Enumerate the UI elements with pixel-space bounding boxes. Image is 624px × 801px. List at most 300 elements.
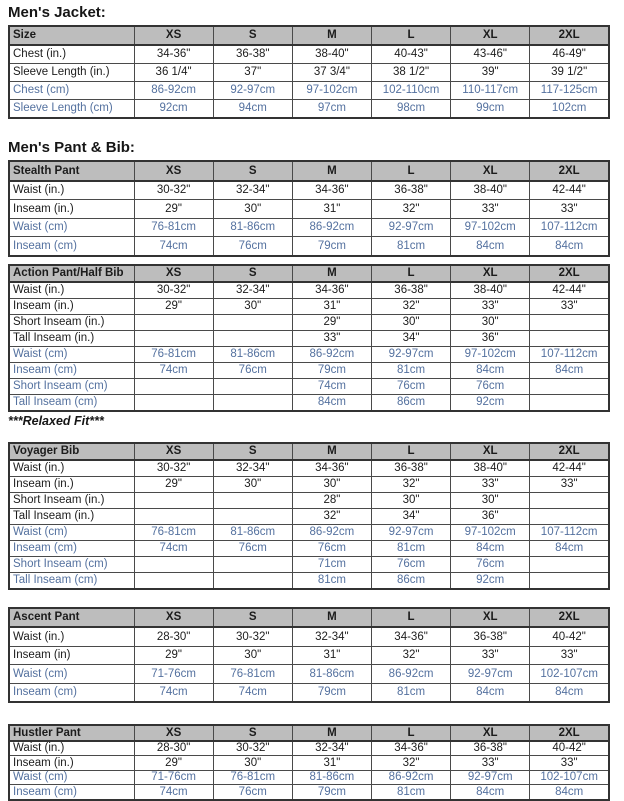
value-cell: 102-107cm xyxy=(530,665,609,684)
row-label: Waist (cm) xyxy=(9,524,134,540)
row-label: Inseam (in.) xyxy=(9,200,134,219)
row-label: Waist (cm) xyxy=(9,218,134,237)
value-cell: 30" xyxy=(213,646,292,665)
row-label: Inseam (in.) xyxy=(9,298,134,314)
value-cell: 74cm xyxy=(134,237,213,256)
value-cell: 107-112cm xyxy=(530,218,609,237)
table-row xyxy=(9,460,609,477)
value-cell: 76-81cm xyxy=(213,665,292,684)
value-cell: 31" xyxy=(292,646,371,665)
size-column-header: 2XL xyxy=(530,161,609,181)
value-cell: 76cm xyxy=(371,556,450,572)
value-cell: 40-42" xyxy=(530,627,609,646)
header-row xyxy=(9,26,609,45)
row-label: Inseam (in.) xyxy=(9,476,134,492)
table-row xyxy=(9,741,609,756)
value-cell: 33" xyxy=(530,298,609,314)
action-pant-half-bib-size-table xyxy=(8,264,610,412)
value-cell: 76-81cm xyxy=(134,524,213,540)
value-cell: 102-107cm xyxy=(530,770,609,785)
value-cell xyxy=(134,378,213,394)
value-cell: 33" xyxy=(530,200,609,219)
row-label: Short Inseam (in.) xyxy=(9,314,134,330)
value-cell: 76cm xyxy=(213,785,292,800)
table-row xyxy=(9,362,609,378)
row-label: Short Inseam (cm) xyxy=(9,556,134,572)
value-cell: 92-97cm xyxy=(371,524,450,540)
table-name-cell: Action Pant/Half Bib xyxy=(9,265,134,282)
value-cell: 92cm xyxy=(451,394,530,411)
value-cell: 86-92cm xyxy=(371,770,450,785)
value-cell: 79cm xyxy=(292,237,371,256)
table-row xyxy=(9,181,609,200)
value-cell: 40-43" xyxy=(371,45,450,64)
row-label: Tall Inseam (cm) xyxy=(9,394,134,411)
row-label: Short Inseam (cm) xyxy=(9,378,134,394)
value-cell: 30" xyxy=(213,200,292,219)
size-column-header: M xyxy=(292,443,371,460)
size-column-header: L xyxy=(371,725,450,741)
row-label: Waist (in.) xyxy=(9,627,134,646)
value-cell: 76-81cm xyxy=(213,770,292,785)
value-cell: 76cm xyxy=(292,540,371,556)
table-row xyxy=(9,82,609,100)
value-cell: 32-34" xyxy=(213,460,292,477)
value-cell: 38 1/2" xyxy=(371,64,450,82)
value-cell: 76cm xyxy=(371,378,450,394)
table-name-cell: Ascent Pant xyxy=(9,608,134,628)
value-cell: 76cm xyxy=(213,237,292,256)
value-cell xyxy=(134,330,213,346)
value-cell: 34-36" xyxy=(134,45,213,64)
value-cell: 81cm xyxy=(371,785,450,800)
value-cell: 32-34" xyxy=(213,181,292,200)
value-cell: 29" xyxy=(134,756,213,771)
value-cell: 30" xyxy=(213,476,292,492)
table-row xyxy=(9,314,609,330)
size-column-header: XL xyxy=(451,608,530,628)
value-cell: 31" xyxy=(292,200,371,219)
size-column-header: S xyxy=(213,608,292,628)
value-cell: 34-36" xyxy=(371,741,450,756)
table-row xyxy=(9,785,609,800)
value-cell: 81-86cm xyxy=(213,524,292,540)
row-label: Inseam (in) xyxy=(9,646,134,665)
value-cell: 71cm xyxy=(292,556,371,572)
size-column-header: XS xyxy=(134,161,213,181)
row-label: Inseam (cm) xyxy=(9,683,134,702)
table-row xyxy=(9,45,609,64)
row-label: Waist (in.) xyxy=(9,741,134,756)
value-cell xyxy=(213,572,292,589)
table-name-cell: Stealth Pant xyxy=(9,161,134,181)
value-cell: 79cm xyxy=(292,362,371,378)
value-cell: 86-92cm xyxy=(292,218,371,237)
value-cell: 33" xyxy=(530,646,609,665)
table-row xyxy=(9,683,609,702)
value-cell: 30-32" xyxy=(134,460,213,477)
value-cell: 32" xyxy=(371,200,450,219)
value-cell: 92-97cm xyxy=(213,82,292,100)
header-row xyxy=(9,608,609,628)
value-cell: 81cm xyxy=(371,362,450,378)
table-row xyxy=(9,64,609,82)
value-cell xyxy=(530,314,609,330)
size-column-header: 2XL xyxy=(530,265,609,282)
value-cell: 84cm xyxy=(451,540,530,556)
value-cell: 32" xyxy=(371,298,450,314)
value-cell: 33" xyxy=(530,756,609,771)
value-cell: 84cm xyxy=(530,362,609,378)
value-cell: 84cm xyxy=(530,237,609,256)
table-row xyxy=(9,572,609,589)
value-cell xyxy=(134,394,213,411)
size-column-header: 2XL xyxy=(530,608,609,628)
hustler-pant-size-table xyxy=(8,724,610,801)
size-column-header: S xyxy=(213,265,292,282)
value-cell: 86-92cm xyxy=(134,82,213,100)
table-row xyxy=(9,476,609,492)
value-cell xyxy=(213,378,292,394)
value-cell: 28-30" xyxy=(134,627,213,646)
value-cell xyxy=(213,314,292,330)
row-label: Tall Inseam (in.) xyxy=(9,508,134,524)
value-cell: 92-97cm xyxy=(371,346,450,362)
value-cell: 81-86cm xyxy=(213,218,292,237)
value-cell: 74cm xyxy=(134,785,213,800)
value-cell: 28" xyxy=(292,492,371,508)
value-cell: 30" xyxy=(451,492,530,508)
value-cell: 74cm xyxy=(213,683,292,702)
value-cell: 97-102cm xyxy=(292,82,371,100)
value-cell: 40-42" xyxy=(530,741,609,756)
value-cell: 43-46" xyxy=(451,45,530,64)
value-cell: 79cm xyxy=(292,785,371,800)
value-cell xyxy=(134,314,213,330)
value-cell: 34-36" xyxy=(292,181,371,200)
row-label: Inseam (cm) xyxy=(9,540,134,556)
value-cell: 36" xyxy=(451,508,530,524)
row-label: Waist (in.) xyxy=(9,181,134,200)
value-cell: 92cm xyxy=(134,100,213,119)
value-cell xyxy=(134,492,213,508)
value-cell: 97-102cm xyxy=(451,524,530,540)
value-cell: 97-102cm xyxy=(451,218,530,237)
value-cell xyxy=(530,492,609,508)
size-column-header: L xyxy=(371,608,450,628)
value-cell: 38-40" xyxy=(451,282,530,299)
value-cell xyxy=(530,330,609,346)
value-cell: 42-44" xyxy=(530,282,609,299)
size-column-header: M xyxy=(292,265,371,282)
table-name-cell: Voyager Bib xyxy=(9,443,134,460)
value-cell: 31" xyxy=(292,298,371,314)
value-cell: 76cm xyxy=(451,556,530,572)
value-cell: 30" xyxy=(371,492,450,508)
row-label: Inseam (in.) xyxy=(9,756,134,771)
table-row xyxy=(9,330,609,346)
size-column-header: XL xyxy=(451,26,530,45)
value-cell: 76cm xyxy=(213,540,292,556)
value-cell: 32" xyxy=(292,508,371,524)
value-cell: 99cm xyxy=(451,100,530,119)
size-column-header: 2XL xyxy=(530,26,609,45)
value-cell: 31" xyxy=(292,756,371,771)
value-cell: 81-86cm xyxy=(213,346,292,362)
size-column-header: XL xyxy=(451,725,530,741)
size-column-header: 2XL xyxy=(530,725,609,741)
value-cell: 30-32" xyxy=(213,741,292,756)
table-row xyxy=(9,200,609,219)
value-cell: 38-40" xyxy=(292,45,371,64)
value-cell: 94cm xyxy=(213,100,292,119)
value-cell: 33" xyxy=(451,476,530,492)
value-cell: 92-97cm xyxy=(371,218,450,237)
value-cell: 71-76cm xyxy=(134,665,213,684)
value-cell: 84cm xyxy=(451,683,530,702)
row-label: Waist (cm) xyxy=(9,346,134,362)
size-column-header: XL xyxy=(451,265,530,282)
table-row xyxy=(9,282,609,299)
table-row xyxy=(9,378,609,394)
value-cell: 33" xyxy=(292,330,371,346)
value-cell: 86-92cm xyxy=(292,346,371,362)
table-row xyxy=(9,346,609,362)
size-column-header: L xyxy=(371,161,450,181)
table-row xyxy=(9,100,609,119)
row-label: Chest (in.) xyxy=(9,45,134,64)
section-title-mens-pant-bib: Men's Pant & Bib: xyxy=(8,139,135,156)
value-cell: 38-40" xyxy=(451,460,530,477)
value-cell: 33" xyxy=(451,646,530,665)
value-cell: 117-125cm xyxy=(530,82,609,100)
value-cell xyxy=(213,394,292,411)
value-cell: 32" xyxy=(371,476,450,492)
size-column-header: XS xyxy=(134,265,213,282)
value-cell: 28-30" xyxy=(134,741,213,756)
value-cell: 34" xyxy=(371,330,450,346)
header-row xyxy=(9,265,609,282)
value-cell: 107-112cm xyxy=(530,524,609,540)
value-cell: 76cm xyxy=(451,378,530,394)
row-label: Waist (cm) xyxy=(9,770,134,785)
table-row xyxy=(9,218,609,237)
value-cell xyxy=(530,556,609,572)
value-cell: 84cm xyxy=(530,540,609,556)
value-cell: 84cm xyxy=(451,362,530,378)
relaxed-fit-note: ***Relaxed Fit*** xyxy=(8,413,104,428)
value-cell: 86-92cm xyxy=(292,524,371,540)
value-cell: 30" xyxy=(371,314,450,330)
size-column-header: L xyxy=(371,265,450,282)
value-cell: 42-44" xyxy=(530,181,609,200)
value-cell: 92cm xyxy=(451,572,530,589)
value-cell: 76-81cm xyxy=(134,346,213,362)
size-column-header: XS xyxy=(134,608,213,628)
size-column-header: M xyxy=(292,26,371,45)
value-cell: 32" xyxy=(371,646,450,665)
value-cell: 29" xyxy=(134,200,213,219)
value-cell: 33" xyxy=(451,200,530,219)
value-cell xyxy=(134,556,213,572)
value-cell: 30" xyxy=(213,756,292,771)
size-column-header: XL xyxy=(451,161,530,181)
value-cell: 86cm xyxy=(371,572,450,589)
value-cell: 36" xyxy=(451,330,530,346)
row-label: Inseam (cm) xyxy=(9,362,134,378)
value-cell: 76-81cm xyxy=(134,218,213,237)
value-cell: 30-32" xyxy=(134,282,213,299)
value-cell: 42-44" xyxy=(530,460,609,477)
value-cell: 107-112cm xyxy=(530,346,609,362)
row-label: Sleeve Length (in.) xyxy=(9,64,134,82)
table-row xyxy=(9,540,609,556)
value-cell: 30" xyxy=(213,298,292,314)
header-row xyxy=(9,443,609,460)
table-row xyxy=(9,665,609,684)
value-cell: 36 1/4" xyxy=(134,64,213,82)
value-cell: 84cm xyxy=(530,683,609,702)
value-cell: 98cm xyxy=(371,100,450,119)
value-cell: 102cm xyxy=(530,100,609,119)
value-cell: 36-38" xyxy=(451,741,530,756)
voyager-bib-size-table xyxy=(8,442,610,590)
header-row xyxy=(9,725,609,741)
table-row xyxy=(9,394,609,411)
table-row xyxy=(9,756,609,771)
row-label: Inseam (cm) xyxy=(9,237,134,256)
value-cell xyxy=(530,572,609,589)
value-cell: 110-117cm xyxy=(451,82,530,100)
table-row xyxy=(9,237,609,256)
value-cell xyxy=(134,572,213,589)
table-name-cell: Size xyxy=(9,26,134,45)
value-cell xyxy=(213,508,292,524)
value-cell: 34" xyxy=(371,508,450,524)
size-column-header: S xyxy=(213,26,292,45)
size-column-header: XS xyxy=(134,443,213,460)
value-cell: 79cm xyxy=(292,683,371,702)
size-column-header: XS xyxy=(134,725,213,741)
value-cell: 37 3/4" xyxy=(292,64,371,82)
value-cell: 32-34" xyxy=(292,627,371,646)
value-cell xyxy=(530,378,609,394)
value-cell: 92-97cm xyxy=(451,665,530,684)
value-cell: 36-38" xyxy=(371,181,450,200)
mens-jacket-size-table xyxy=(8,25,610,119)
value-cell: 46-49" xyxy=(530,45,609,64)
value-cell: 32" xyxy=(371,756,450,771)
value-cell: 81cm xyxy=(371,237,450,256)
value-cell: 32-34" xyxy=(213,282,292,299)
value-cell: 30" xyxy=(451,314,530,330)
value-cell: 71-76cm xyxy=(134,770,213,785)
section-title-mens-jacket: Men's Jacket: xyxy=(8,4,106,21)
row-label: Inseam (cm) xyxy=(9,785,134,800)
row-label: Short Inseam (in.) xyxy=(9,492,134,508)
value-cell: 74cm xyxy=(134,362,213,378)
value-cell: 36-38" xyxy=(451,627,530,646)
size-column-header: L xyxy=(371,443,450,460)
size-column-header: S xyxy=(213,725,292,741)
value-cell: 33" xyxy=(451,298,530,314)
value-cell xyxy=(530,394,609,411)
value-cell: 29" xyxy=(134,646,213,665)
value-cell: 97-102cm xyxy=(451,346,530,362)
table-row xyxy=(9,298,609,314)
value-cell: 81-86cm xyxy=(292,770,371,785)
value-cell: 30-32" xyxy=(213,627,292,646)
value-cell: 81cm xyxy=(292,572,371,589)
value-cell: 34-36" xyxy=(292,460,371,477)
value-cell: 36-38" xyxy=(371,282,450,299)
row-label: Waist (in.) xyxy=(9,282,134,299)
value-cell: 81-86cm xyxy=(292,665,371,684)
value-cell: 92-97cm xyxy=(451,770,530,785)
value-cell: 81cm xyxy=(371,683,450,702)
value-cell xyxy=(213,556,292,572)
value-cell: 84cm xyxy=(530,785,609,800)
table-row xyxy=(9,627,609,646)
table-name-cell: Hustler Pant xyxy=(9,725,134,741)
size-column-header: S xyxy=(213,161,292,181)
value-cell: 33" xyxy=(530,476,609,492)
header-row xyxy=(9,161,609,181)
value-cell: 39 1/2" xyxy=(530,64,609,82)
value-cell: 86cm xyxy=(371,394,450,411)
value-cell: 34-36" xyxy=(371,627,450,646)
size-column-header: XL xyxy=(451,443,530,460)
size-column-header: M xyxy=(292,725,371,741)
value-cell: 86-92cm xyxy=(371,665,450,684)
table-row xyxy=(9,646,609,665)
table-row xyxy=(9,492,609,508)
value-cell: 84cm xyxy=(451,785,530,800)
value-cell: 29" xyxy=(134,476,213,492)
value-cell: 39" xyxy=(451,64,530,82)
size-column-header: M xyxy=(292,608,371,628)
value-cell: 29" xyxy=(292,314,371,330)
size-column-header: XS xyxy=(134,26,213,45)
value-cell xyxy=(213,492,292,508)
value-cell: 102-110cm xyxy=(371,82,450,100)
row-label: Tall Inseam (cm) xyxy=(9,572,134,589)
value-cell: 84cm xyxy=(451,237,530,256)
size-column-header: S xyxy=(213,443,292,460)
size-column-header: L xyxy=(371,26,450,45)
value-cell: 30-32" xyxy=(134,181,213,200)
size-column-header: M xyxy=(292,161,371,181)
value-cell: 74cm xyxy=(134,540,213,556)
table-row xyxy=(9,508,609,524)
value-cell: 38-40" xyxy=(451,181,530,200)
value-cell: 30" xyxy=(292,476,371,492)
row-label: Chest (cm) xyxy=(9,82,134,100)
value-cell: 32-34" xyxy=(292,741,371,756)
row-label: Tall Inseam (in.) xyxy=(9,330,134,346)
value-cell: 97cm xyxy=(292,100,371,119)
table-row xyxy=(9,556,609,572)
row-label: Sleeve Length (cm) xyxy=(9,100,134,119)
table-row xyxy=(9,524,609,540)
value-cell: 33" xyxy=(451,756,530,771)
value-cell: 84cm xyxy=(292,394,371,411)
size-column-header: 2XL xyxy=(530,443,609,460)
value-cell: 74cm xyxy=(292,378,371,394)
value-cell: 29" xyxy=(134,298,213,314)
ascent-pant-size-table xyxy=(8,607,610,704)
row-label: Waist (cm) xyxy=(9,665,134,684)
